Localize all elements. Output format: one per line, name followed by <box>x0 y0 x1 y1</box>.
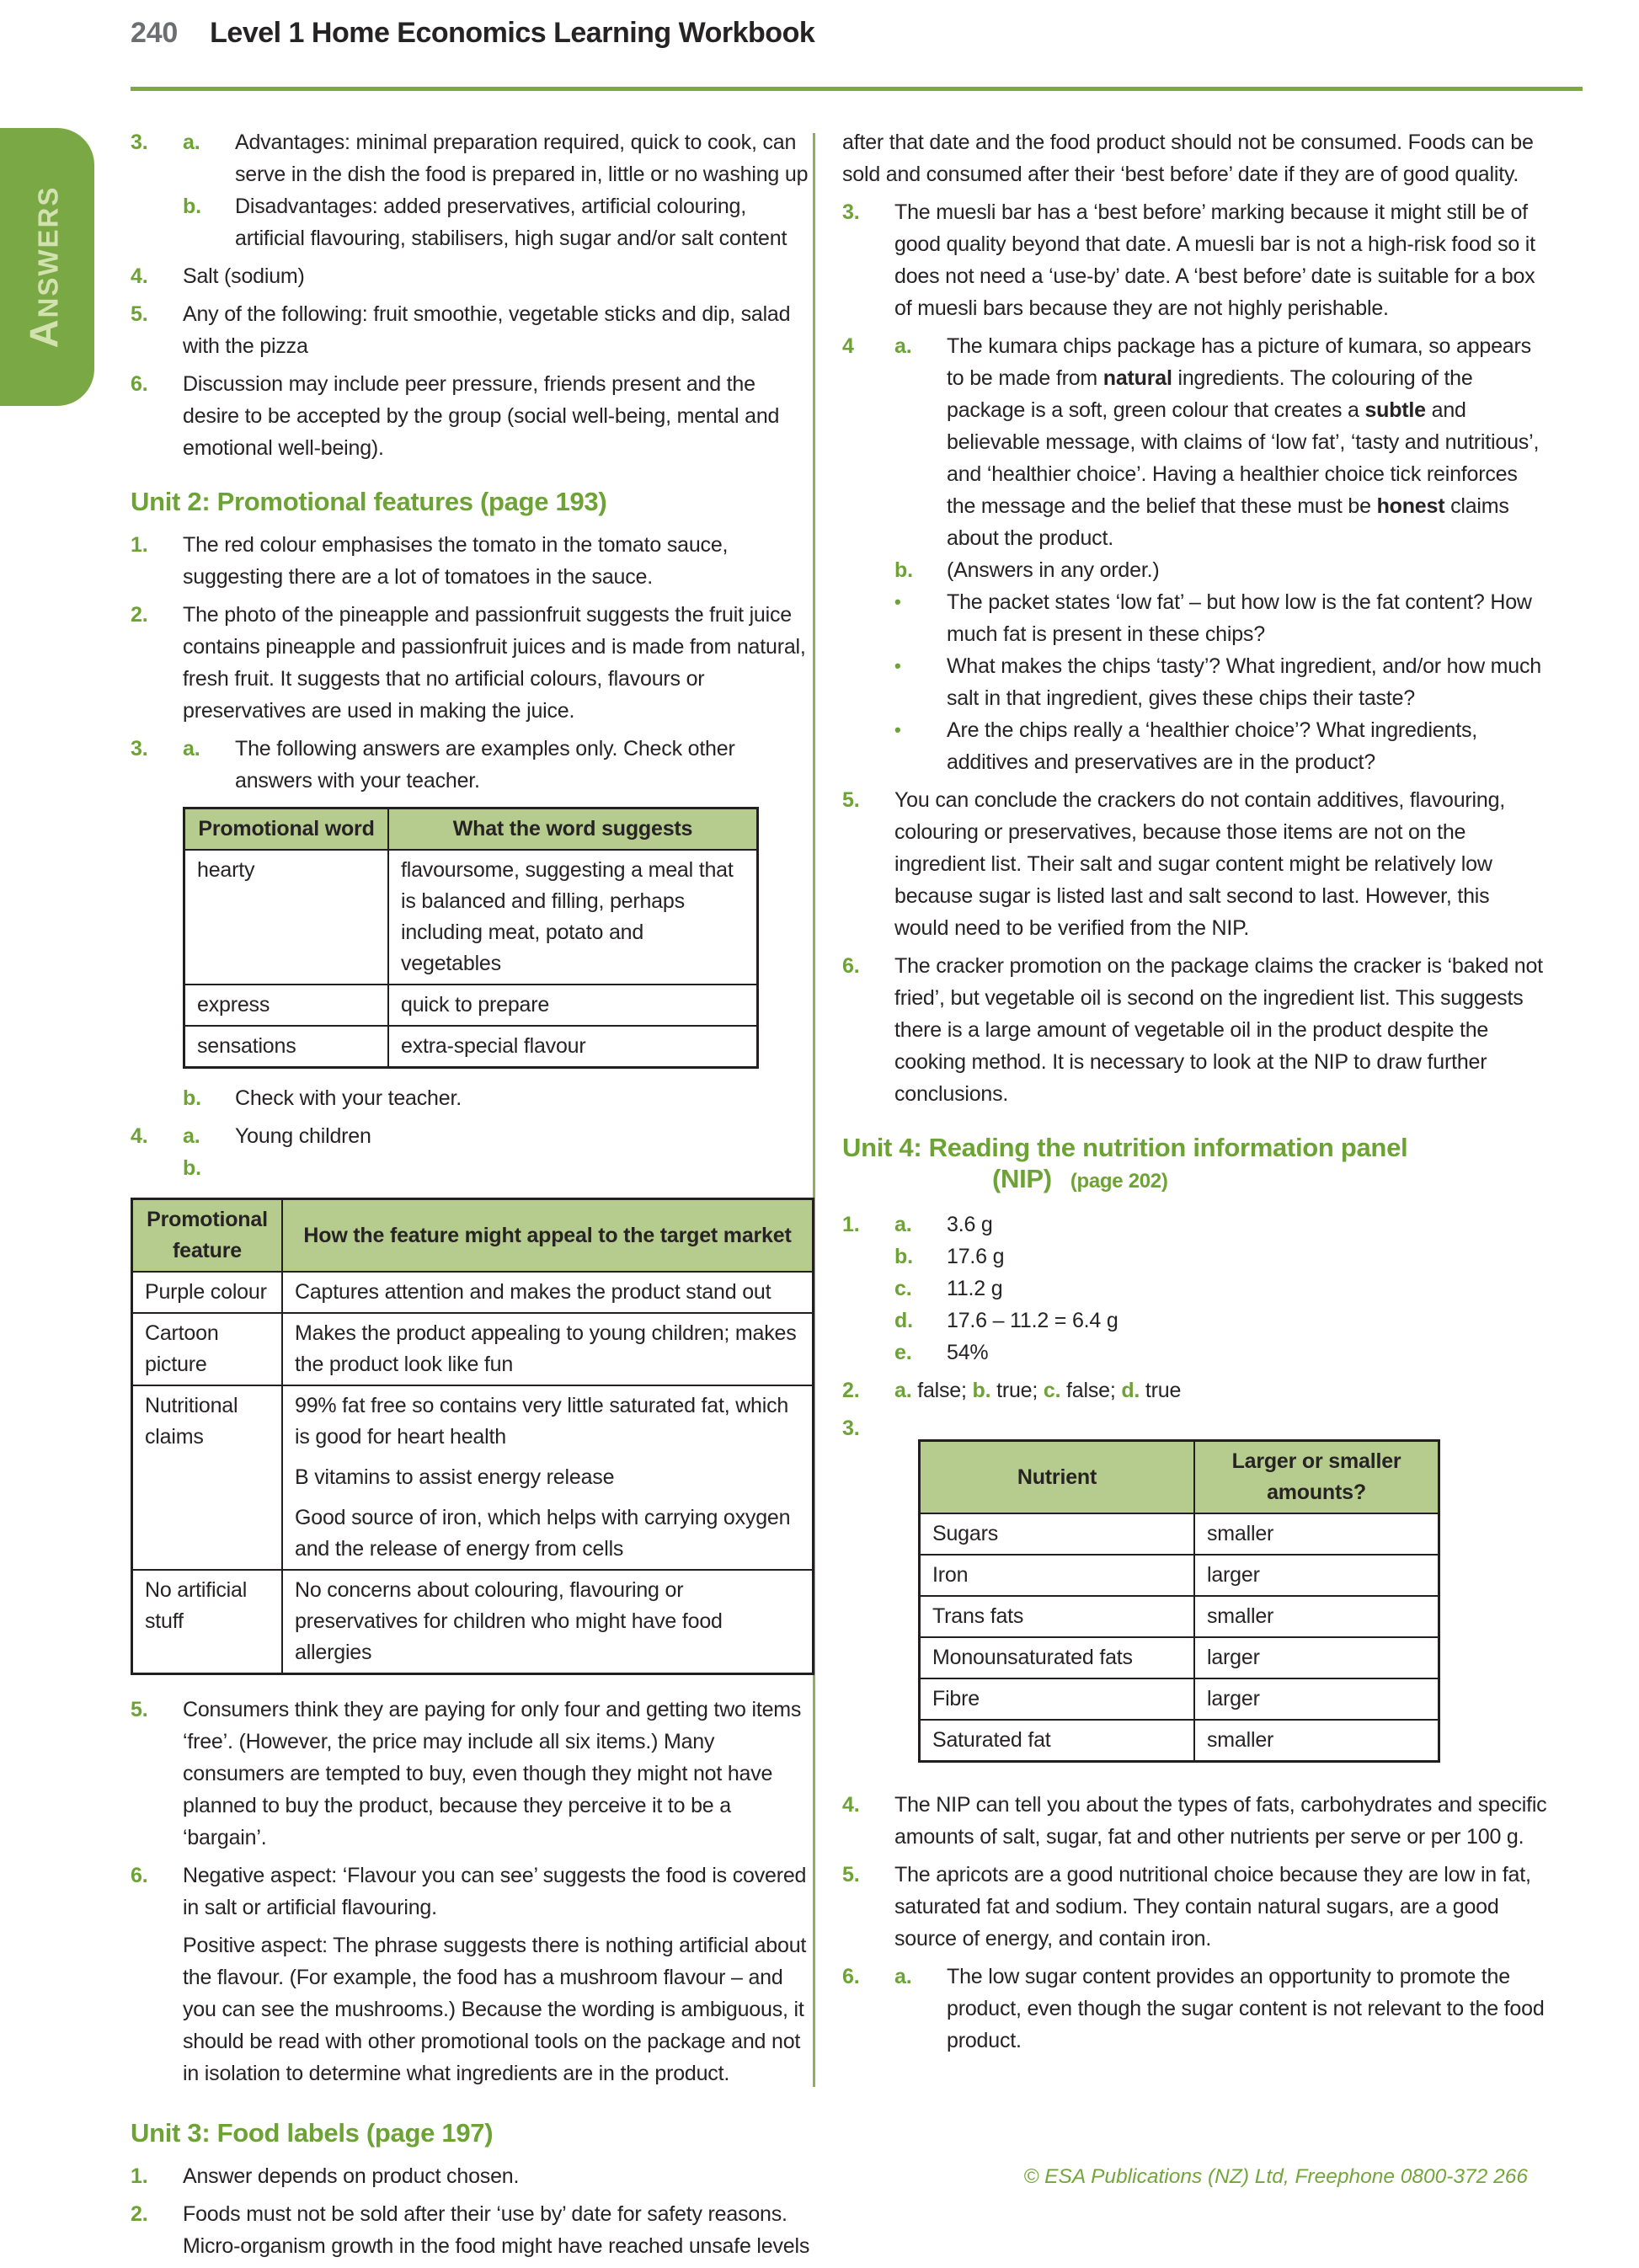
table-cell: Fibre <box>920 1678 1195 1720</box>
table-cell: smaller <box>1194 1513 1439 1555</box>
table-cell: larger <box>1194 1555 1439 1596</box>
unit4-item-6 <box>842 1961 1548 2057</box>
nutrient-table <box>918 1439 1440 1763</box>
text-segment: and believable message, with claims of ‘low fat’, ‘tasty and nutritious’, and ‘healthier choice’. Having a healthier choice tick reinforces the message and the belief that these must be <box>947 398 1540 518</box>
table-cell: Saturated fat <box>920 1720 1195 1762</box>
answer-value: 17.6 g <box>947 1245 1005 1268</box>
sub-item-a <box>183 1120 814 1152</box>
item-letter: a. <box>894 1213 912 1236</box>
answer-text: The photo of the pineapple and passionfruit suggests the fruit juice contains pineapple and passionfruit juices and is made from natural, fresh fruit. It suggests that no artificial colours, flavours or preservatives are used in making the juice. <box>183 603 806 723</box>
item-number: 5. <box>842 788 860 812</box>
bullet-item <box>894 714 1548 778</box>
page-title: Level 1 Home Economics Learning Workbook <box>210 17 815 49</box>
table-cell: Sugars <box>920 1513 1195 1555</box>
item-letter: b. <box>894 1245 913 1268</box>
table-cell: smaller <box>1194 1720 1439 1762</box>
unit3-heading: Unit 3: Food labels (page 197) <box>131 2118 494 2148</box>
table-cell: hearty <box>184 850 389 985</box>
answer-text: Negative aspect: ‘Flavour you can see’ suggests the food is covered in salt or artificial flavouring. <box>183 1864 807 1919</box>
item-letter: a. <box>183 131 200 154</box>
item-number: 3. <box>131 737 148 760</box>
answer-text: Salt (sodium) <box>183 264 305 288</box>
promotional-word-table <box>183 807 759 1069</box>
answer-text: Disadvantages: added preservatives, artificial colouring, artificial flavouring, stabilisers, high sugar and/or salt content <box>235 195 787 250</box>
answer-text: Answer depends on product chosen. <box>183 2164 520 2188</box>
unit4-item-5 <box>842 1859 1548 1955</box>
table-row <box>920 1720 1439 1762</box>
right-column <box>842 126 1548 2063</box>
item-letter: a. <box>183 737 200 760</box>
table-row <box>184 985 758 1026</box>
sub-item-b <box>894 554 1548 586</box>
unit2-heading: Unit 2: Promotional features (page 193) <box>131 487 607 516</box>
text-segment: true; <box>990 1379 1044 1402</box>
unit4-heading-nip: (NIP) <box>992 1164 1052 1193</box>
answer-text: The muesli bar has a ‘best before’ marking because it might still be of good quality beyond that date. A muesli bar is not a high-risk food so it does not need a ‘use-by’ date. A ‘best before’ date is suitable for a box of muesli bars because they are not highly perishable. <box>894 200 1535 320</box>
table-row <box>920 1596 1439 1637</box>
answer-text: You can conclude the crackers do not contain additives, flavouring, colouring or preservatives, because those items are not on the ingredient list. Their salt and sugar content might be relatively low because sugar is listed last and salt second to last. However, this would need to be verified from the NIP. <box>894 788 1506 940</box>
answer-text: The following answers are examples only. Check other answers with your teacher. <box>235 737 735 792</box>
copyright-footer: © ESA Publications (NZ) Ltd, Freephone 0800-372 266 <box>1023 2165 1528 2188</box>
answer-text <box>947 330 1548 554</box>
sub-item-b <box>894 1241 1548 1273</box>
unit3-item-6 <box>842 950 1548 1110</box>
answer-item-5 <box>131 298 814 362</box>
cell-line: No concerns about colouring, flavouring or preservatives for children who might have food allergies <box>295 1578 723 1664</box>
answer-text: Young children <box>235 1124 371 1148</box>
table-cell: larger <box>1194 1678 1439 1720</box>
item-body <box>183 1860 814 2095</box>
answer-text: Are the chips really a ‘healthier choice’? What ingredients, additives and preservatives are in the product? <box>947 718 1478 774</box>
item-number: 2. <box>842 1379 860 1402</box>
table-cell: flavoursome, suggesting a meal that is balanced and filling, perhaps including meat, potato and vegetables <box>388 850 758 985</box>
item-body <box>183 1120 814 1184</box>
answer-value: 54% <box>947 1341 989 1364</box>
item-number: 6. <box>842 1965 860 1988</box>
answer-value: 3.6 g <box>947 1213 993 1236</box>
sub-item-c <box>894 1273 1548 1305</box>
header-rule <box>131 87 1583 91</box>
table-header-row <box>920 1441 1439 1514</box>
sub-item-a <box>894 1961 1548 2057</box>
table-row <box>920 1513 1439 1555</box>
sub-item-a <box>894 330 1548 554</box>
answer-text: Check with your teacher. <box>235 1086 462 1110</box>
table-cell: Cartoon picture <box>132 1313 283 1385</box>
answer-text: Positive aspect: The phrase suggests there is nothing artificial about the flavour. (For example, the food has a mushroom flavour – and you can see the mushrooms.) Because the wording is ambiguous, it should be read with other promotional tools on the package and not in isolation to determine what ingredients are in the product. <box>183 1934 807 2085</box>
bullet-item <box>894 650 1548 714</box>
sub-item-b <box>183 1082 814 1114</box>
column-header: Promotional word <box>184 808 389 851</box>
item-letter: b. <box>183 1086 201 1110</box>
text-segment: ingredients. The colouring of the package is a soft, green colour that creates a <box>947 366 1473 422</box>
cell-line: Captures attention and makes the product stand out <box>295 1280 771 1304</box>
unit3-item-3 <box>842 196 1548 324</box>
unit4-item-3 <box>842 1412 1548 1783</box>
answer-value: 11.2 g <box>947 1277 1003 1300</box>
table-row <box>184 1026 758 1068</box>
table-row <box>920 1637 1439 1678</box>
answers-tab-initial: A <box>21 318 67 349</box>
item-number: 6. <box>131 1864 148 1887</box>
table-cell: larger <box>1194 1637 1439 1678</box>
unit2-item-2 <box>131 599 814 727</box>
answer-text: The red colour emphasises the tomato in the tomato sauce, suggesting there are a lot of tomatoes in the sauce. <box>183 533 729 589</box>
unit3-item-5 <box>842 784 1548 944</box>
table-cell: express <box>184 985 389 1026</box>
unit2-item-6 <box>131 1860 814 2095</box>
text-segment: true <box>1140 1379 1182 1402</box>
answer-text: Any of the following: fruit smoothie, vegetable sticks and dip, salad with the pizza <box>183 302 791 358</box>
bullet-icon: • <box>894 655 901 676</box>
table-cell: sensations <box>184 1026 389 1068</box>
item-number: 3. <box>842 200 860 224</box>
unit4-heading-line1: Unit 4: Reading the nutrition information panel <box>842 1133 1408 1162</box>
answers-tab <box>0 128 94 406</box>
answer-text <box>894 1374 1548 1406</box>
answer-text: The apricots are a good nutritional choice because they are low in fat, saturated fat and sodium. They contain natural sugars, are a good source of energy, and contain iron. <box>894 1863 1531 1950</box>
answer-item-3 <box>131 126 814 254</box>
promotional-feature-table <box>131 1198 814 1675</box>
answer-text: What makes the chips ‘tasty’? What ingredient, and/or how much salt in that ingredient, gives these chips their taste? <box>947 654 1541 710</box>
item-number: 4 <box>842 334 854 358</box>
answer-value: 17.6 – 11.2 = 6.4 g <box>947 1309 1118 1332</box>
unit4-item-1 <box>842 1209 1548 1369</box>
item-body <box>894 1961 1548 2057</box>
table-cell: Trans fats <box>920 1596 1195 1637</box>
item-number: 3. <box>131 131 148 154</box>
table-row <box>920 1555 1439 1596</box>
bold-word: honest <box>1376 494 1445 518</box>
item-number: 2. <box>131 2202 148 2226</box>
answer-text <box>235 1152 814 1184</box>
item-letter: c. <box>894 1277 912 1300</box>
answer-text: The low sugar content provides an opportunity to promote the product, even though the sugar content is not relevant to the food product. <box>947 1965 1545 2052</box>
column-header: How the feature might appeal to the target market <box>282 1199 814 1273</box>
sub-item-d <box>894 1305 1548 1337</box>
table-cell <box>282 1313 814 1385</box>
table-cell: Purple colour <box>132 1272 283 1313</box>
item-number: 6. <box>131 372 148 396</box>
item-body <box>183 733 814 797</box>
unit2-item-1 <box>131 529 814 593</box>
page-number: 240 <box>131 17 179 49</box>
unit2-item-3b <box>131 1082 814 1114</box>
item-number: 4. <box>842 1793 860 1817</box>
item-number: 3. <box>842 1417 860 1440</box>
unit4-item-2 <box>842 1374 1548 1406</box>
item-number: 5. <box>131 1698 148 1721</box>
column-header: What the word suggests <box>388 808 758 851</box>
bullet-icon: • <box>894 591 901 612</box>
unit3-item-1 <box>131 2160 814 2192</box>
cell-line: B vitamins to assist energy release <box>295 1465 615 1489</box>
table-header-row <box>184 808 758 851</box>
column-header: Larger or smaller amounts? <box>1194 1441 1439 1514</box>
table-row <box>132 1385 814 1570</box>
item-number: 1. <box>842 1213 860 1236</box>
item-letter: b. <box>183 195 201 218</box>
table-cell <box>282 1385 814 1570</box>
unit3-item-4 <box>842 330 1548 778</box>
table-cell: extra-special flavour <box>388 1026 758 1068</box>
unit4-heading-line2 <box>992 1163 1548 1197</box>
table-row <box>132 1313 814 1385</box>
unit4-heading-pageref: (page 202) <box>1070 1170 1168 1193</box>
answer-text: The cracker promotion on the package claims the cracker is ‘baked not fried’, but vegetable oil is second on the ingredient list. This suggests there is a large amount of vegetable oil in the product despite the cooking method. It is necessary to look at the NIP to draw further conclusions. <box>894 954 1543 1106</box>
item-letter: e. <box>894 1341 912 1364</box>
table-cell <box>282 1570 814 1674</box>
bold-word: subtle <box>1364 398 1426 422</box>
answers-tab-label <box>21 185 67 349</box>
item-body <box>183 126 814 254</box>
left-column <box>131 126 814 2268</box>
table-row <box>920 1678 1439 1720</box>
item-letter: a. <box>894 334 912 358</box>
answer-item-4 <box>131 260 814 292</box>
page-header <box>131 17 814 51</box>
table-cell: smaller <box>1194 1596 1439 1637</box>
table-cell: Iron <box>920 1555 1195 1596</box>
text-segment: claims about the product. <box>947 494 1509 550</box>
table-cell <box>282 1272 814 1313</box>
table-row <box>184 850 758 985</box>
item-letter: b. <box>183 1156 201 1180</box>
answer-text: Discussion may include peer pressure, friends present and the desire to be accepted by the group (social well-being, mental and emotional well-being). <box>183 372 780 460</box>
cell-line: 99% fat free so contains very little saturated fat, which is good for heart health <box>295 1394 789 1449</box>
item-body <box>183 1082 814 1114</box>
cell-line: Makes the product appealing to young children; makes the product look like fun <box>295 1321 797 1376</box>
item-number: 5. <box>131 302 148 326</box>
answer-text: Consumers think they are paying for only four and getting two items ‘free’. (However, the price may include all six items.) Many consumers are tempted to buy, even though they might not have planned to buy the product, because they perceive it to be a ‘bargain’. <box>183 1698 802 1849</box>
column-header: Promotional feature <box>132 1199 283 1273</box>
answer-text: Advantages: minimal preparation required, quick to cook, can serve in the dish the food is prepared in, little or no washing up <box>235 131 809 186</box>
unit2-item-5 <box>131 1694 814 1854</box>
item-number: 2. <box>131 603 148 627</box>
item-number: 1. <box>131 533 148 557</box>
sub-item-a <box>183 733 814 797</box>
item-letter: d. <box>894 1309 913 1332</box>
unit2-item-3 <box>131 733 814 797</box>
answer-text: The packet states ‘low fat’ – but how low is the fat content? How much fat is present in these chips? <box>947 590 1532 646</box>
cell-line: Good source of iron, which helps with carrying oxygen and the release of energy from cells <box>295 1506 791 1561</box>
item-body <box>894 1412 1548 1783</box>
answer-text: The NIP can tell you about the types of fats, carbohydrates and specific amounts of salt, sugar, fat and other nutrients per serve or per 100 g. <box>894 1793 1547 1849</box>
bullet-icon: • <box>894 719 901 740</box>
table-row <box>132 1272 814 1313</box>
item-number: 1. <box>131 2164 148 2188</box>
text-segment: false; <box>911 1379 973 1402</box>
option-letter: d. <box>1121 1379 1140 1402</box>
table-row <box>132 1570 814 1674</box>
answer-item-6 <box>131 368 814 464</box>
item-number: 4. <box>131 264 148 288</box>
answers-tab-rest: NSWERS <box>32 185 64 318</box>
table-cell: Nutritional claims <box>132 1385 283 1570</box>
option-letter: b. <box>972 1379 991 1402</box>
item-number <box>131 1082 183 1114</box>
text-segment: The kumara chips package has a picture of kumara, so appears to be made from <box>947 334 1531 390</box>
sub-item-a <box>183 126 814 190</box>
text-segment: false; <box>1060 1379 1122 1402</box>
sub-item-a <box>894 1209 1548 1241</box>
table-header-row <box>132 1199 814 1273</box>
continuation-text: after that date and the food product should not be consumed. Foods can be sold and consumed after their ‘best before’ date if they are of good quality. <box>842 131 1534 186</box>
item-number: 5. <box>842 1863 860 1886</box>
table-cell: quick to prepare <box>388 985 758 1026</box>
unit3-item-2 <box>131 2198 814 2262</box>
answer-text: Foods must not be sold after their ‘use by’ date for safety reasons. Micro-organism growth in the food might have reached unsafe levels <box>183 2202 810 2258</box>
item-letter: b. <box>894 558 913 582</box>
item-number: 6. <box>842 954 860 978</box>
option-letter: c. <box>1043 1379 1061 1402</box>
item-letter: a. <box>894 1965 912 1988</box>
item-number: 4. <box>131 1124 148 1148</box>
bold-word: natural <box>1102 366 1172 390</box>
sub-item-b <box>183 190 814 254</box>
item-body <box>894 330 1548 778</box>
item-body <box>894 1209 1548 1369</box>
answer-text: (Answers in any order.) <box>947 558 1160 582</box>
table-cell: No artificial stuff <box>132 1570 283 1674</box>
item-letter: a. <box>183 1124 200 1148</box>
column-header: Nutrient <box>920 1441 1195 1514</box>
option-letter: a. <box>894 1379 912 1402</box>
table-cell: Monounsaturated fats <box>920 1637 1195 1678</box>
bullet-item <box>894 586 1548 650</box>
unit2-item-4 <box>131 1120 814 1184</box>
sub-item-e <box>894 1337 1548 1369</box>
unit4-item-4 <box>842 1789 1548 1853</box>
sub-item-b <box>183 1152 814 1184</box>
unit4-heading <box>842 1132 1548 1197</box>
